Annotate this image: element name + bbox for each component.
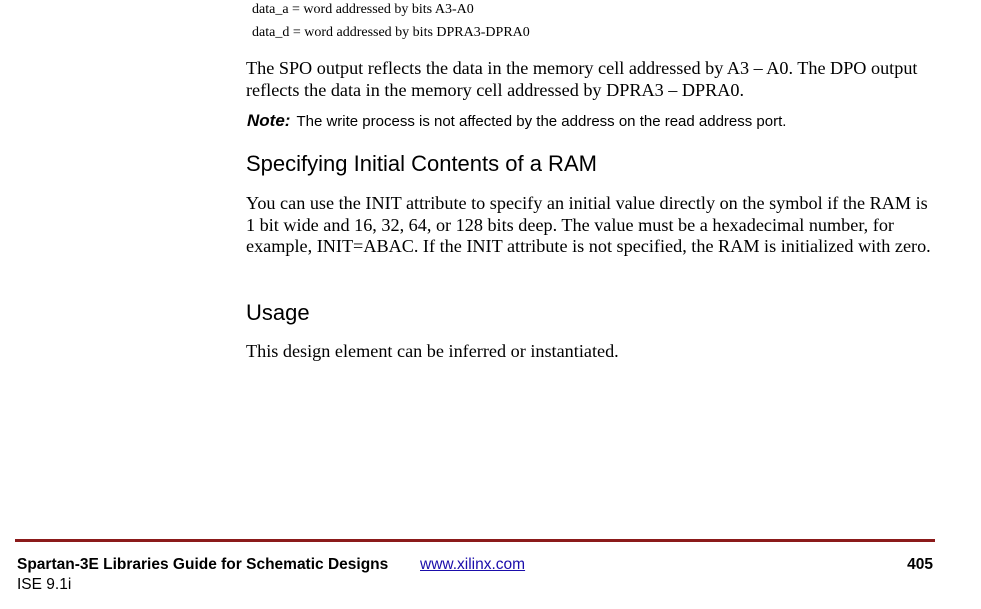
footer-title: Spartan-3E Libraries Guide for Schematic Designs	[17, 556, 389, 573]
footer-link[interactable]: www.xilinx.com	[420, 556, 526, 573]
section-heading: Usage	[246, 300, 310, 325]
page-number: 405	[907, 556, 933, 573]
note	[247, 111, 786, 132]
footer-version: ISE 9.1i	[17, 576, 72, 593]
note-label: Note:	[247, 111, 291, 130]
output-paragraph: The SPO output reflects the data in the memory cell addressed by A3 – A0. The DPO output reflects the data in the memory cell addressed by DPRA3 – DPRA0.	[246, 58, 918, 100]
section-body: This design element can be inferred or instantiated.	[246, 341, 619, 361]
definition-line: data_d = word addressed by bits DPRA3-DPRA0	[252, 25, 530, 40]
definition-line: data_a = word addressed by bits A3-A0	[252, 2, 474, 17]
section-body: You can use the INIT attribute to specify an initial value directly on the symbol if the RAM is 1 bit wide and 16, 32, 64, or 128 bits deep. The value must be a hexadecimal number, for example, INIT=ABAC. If the INIT attribute is not specified, the RAM is initialized with zero.	[246, 193, 931, 256]
section-heading: Specifying Initial Contents of a RAM	[246, 151, 597, 176]
note-text: The write process is not affected by the address on the read address port.	[296, 113, 787, 130]
footer-rule	[15, 539, 935, 542]
